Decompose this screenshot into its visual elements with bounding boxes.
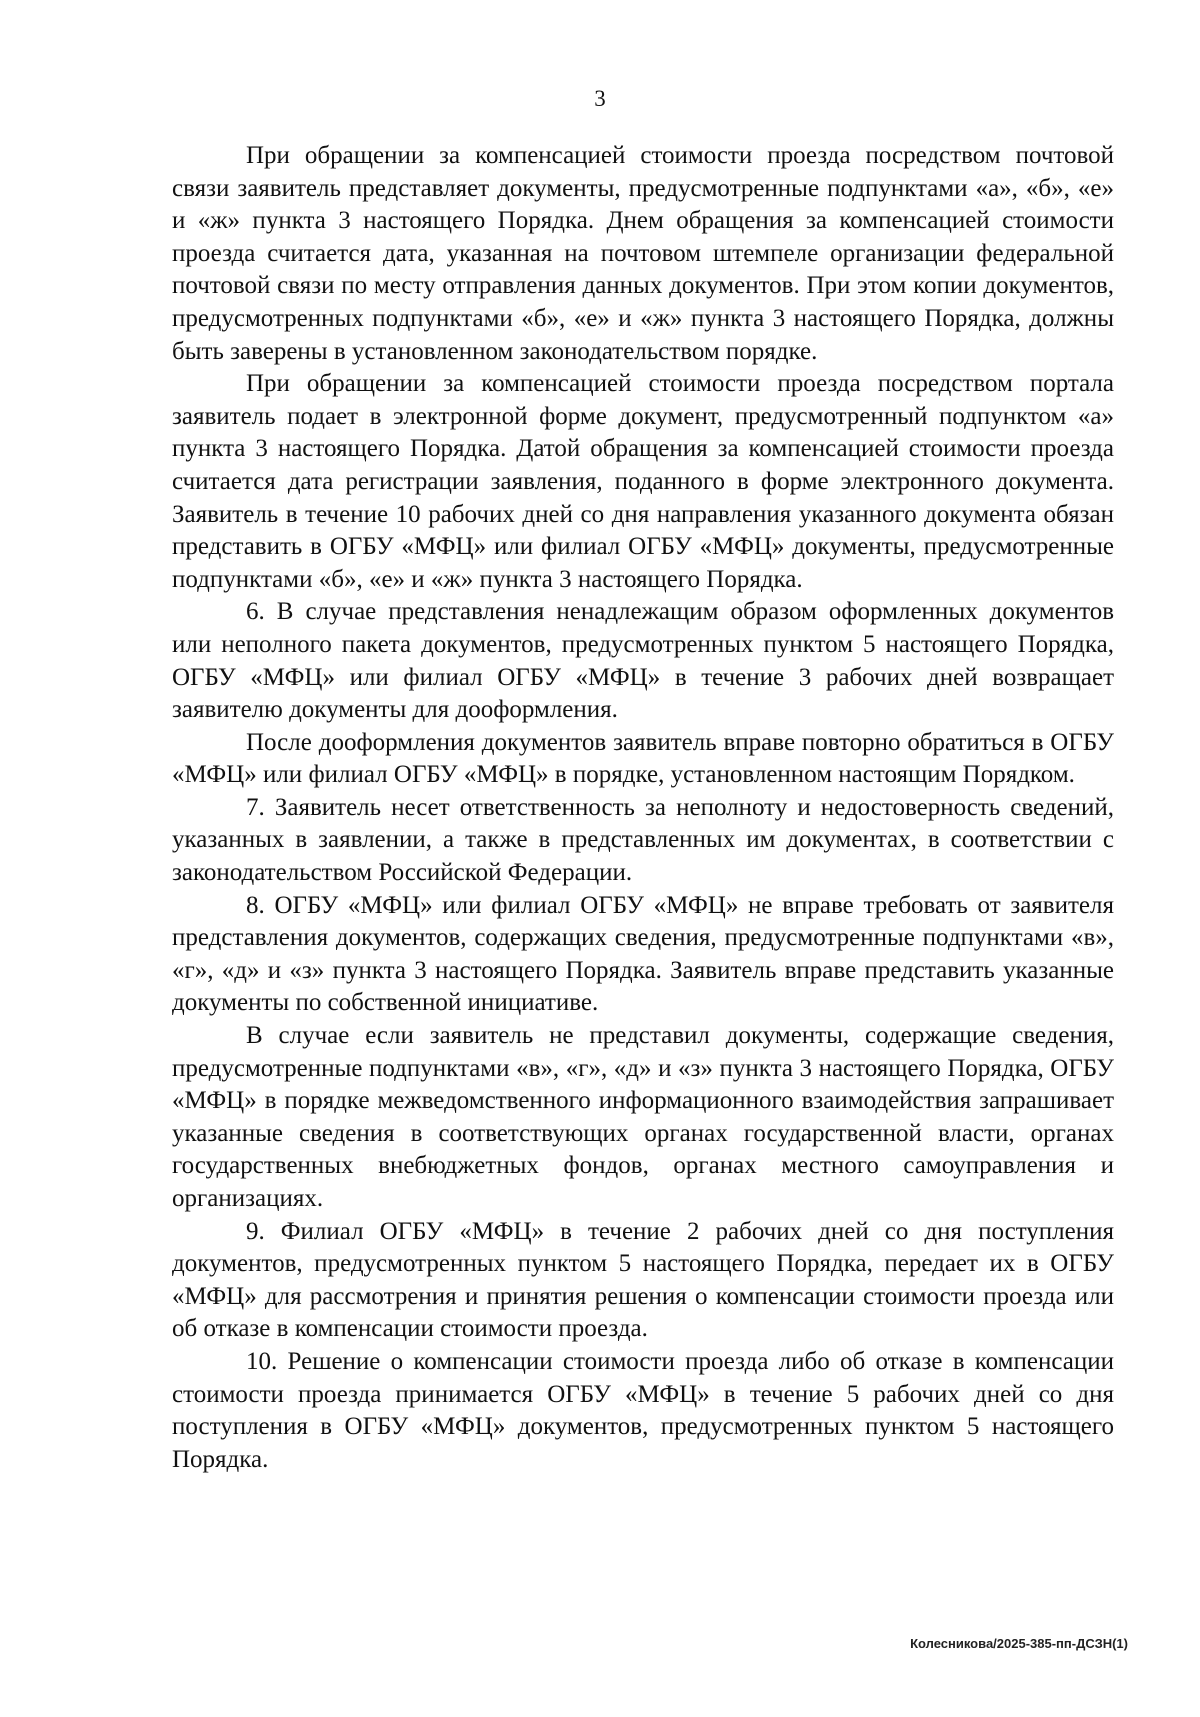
paragraph-interagency-request: В случае если заявитель не представил документы, содержащие сведения, предусмотренные подпунктами «в», «г», «д» и «з» пункта 3 настоящего Порядка, ОГБУ «МФЦ» в порядке межведомственного информационного взаимодействия запрашивает указанные сведения в соответствующих органах государственной власти, органах государственных внебюджетных фондов, органах местного самоуправления и организациях. [172, 1022, 1114, 1212]
paragraph-postal-submission: При обращении за компенсацией стоимости проезда посредством почтовой связи заявитель представляет документы, предусмотренные подпунктами «а», «б», «е» и «ж» пункта 3 настоящего Порядка. Днем обращения за компенсацией стоимости проезда считается дата, указанная на почтовом штемпеле организации федеральной почтовой связи по месту отправления данных документов. При этом копии документов, предусмотренных подпунктами «б», «е» и «ж» пункта 3 настоящего Порядка, должны быть заверены в установленном законодательством порядке. [172, 142, 1114, 365]
paragraph-item-8: 8. ОГБУ «МФЦ» или филиал ОГБУ «МФЦ» не вправе требовать от заявителя представления документов, содержащих сведения, предусмотренные подпунктами «в», «г», «д» и «з» пункта 3 настоящего Порядка. Заявитель вправе представить указанные документы по собственной инициативе. [172, 891, 1114, 1017]
paragraph-resubmission: После дооформления документов заявитель вправе повторно обратиться в ОГБУ «МФЦ» или филиал ОГБУ «МФЦ» в порядке, установленном настоящим Порядком. [172, 728, 1114, 789]
paragraph-portal-submission: При обращении за компенсацией стоимости проезда посредством портала заявитель подает в электронной форме документ, предусмотренный подпунктом «а» пункта 3 настоящего Порядка. Датой обращения за компенсацией стоимости проезда считается дата регистрации заявления, поданного в форме электронного документа. Заявитель в течение 10 рабочих дней со дня направления указанного документа обязан представить в ОГБУ «МФЦ» или филиал ОГБУ «МФЦ» документы, предусмотренные подпунктами «б», «е» и «ж» пункта 3 настоящего Порядка. [172, 370, 1114, 593]
page-number: 3 [594, 86, 606, 111]
paragraph-item-6: 6. В случае представления ненадлежащим образом оформленных документов или неполного пакета документов, предусмотренных пунктом 5 настоящего Порядка, ОГБУ «МФЦ» или филиал ОГБУ «МФЦ» в течение 3 рабочих дней возвращает заявителю документы для дооформления. [172, 598, 1114, 724]
document-body [172, 140, 1114, 1476]
paragraph-item-10: 10. Решение о компенсации стоимости проезда либо об отказе в компенсации стоимости проезда принимается ОГБУ «МФЦ» в течение 5 рабочих дней со дня поступления в ОГБУ «МФЦ» документов, предусмотренных пунктом 5 настоящего Порядка. [172, 1347, 1114, 1473]
paragraph-item-9: 9. Филиал ОГБУ «МФЦ» в течение 2 рабочих дней со дня поступления документов, предусмотренных пунктом 5 настоящего Порядка, передает их в ОГБУ «МФЦ» для рассмотрения и принятия решения о компенсации стоимости проезда или об отказе в компенсации стоимости проезда. [172, 1217, 1114, 1343]
document-footer-code: Колесникова/2025-385-пп-ДСЗН(1) [910, 1636, 1128, 1651]
paragraph-item-7: 7. Заявитель несет ответственность за неполноту и недостоверность сведений, указанных в заявлении, а также в представленных им документах, в соответствии с законодательством Российской Федерации. [172, 793, 1114, 887]
